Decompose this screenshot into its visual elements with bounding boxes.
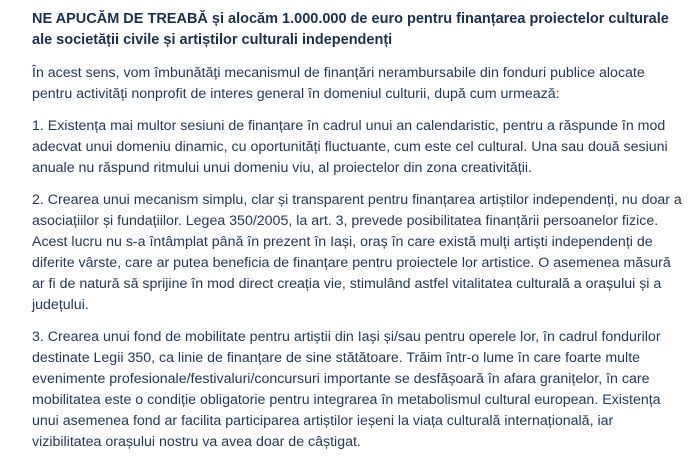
article-content — [32, 9, 682, 464]
article-heading — [32, 9, 682, 51]
heading-emphasis: NE APUCĂM DE TREABĂ — [32, 11, 208, 27]
heading-text: și alocăm 1.000.000 de euro pentru finanțarea proiectelor culturale ale societății civile și artiștilor culturali independenți — [32, 11, 669, 48]
intro-paragraph: În acest sens, vom îmbunătăți mecanismul de finanțări nerambursabile din fonduri publice alocate pentru activități nonprofit de interes general în domeniul culturii, după cum urmează: — [32, 65, 645, 102]
point-2-paragraph: 2. Crearea unui mecanism simplu, clar și transparent pentru finanțarea artiștilor independenți, nu doar a asociațiilor și fundațiilor. Legea 350/2005, la art. 3, prevede posibilitatea finanțării persoanelor fizice. Acest lucru nu s-a întâmplat până în prezent în Iași, oraș în care există mulți artiști independenți de diferite vârste, care ar putea beneficia de finanțare pentru proiectele lor artistice. O asemenea măsură ar fi de natură să sprijine în mod direct creația vie, stimulând astfel vitalitatea culturală a orașului și a județului. — [32, 192, 682, 313]
point-3-paragraph: 3. Crearea unui fond de mobilitate pentru artiștii din Iași și/sau pentru operele lor, în cadrul fondurilor destinate Legii 350, ca linie de finanțare de sine stătătoare. Trăim într-o lume în care foarte multe evenimente profesionale/festivaluri/concursuri importante se desfășoară în afara granițelor, în care mobilitatea este o condiție obligatorie pentru integrarea în metabolismul cultural european. Existența unui asemenea fond ar facilita participarea artiștilor ieșeni la viața culturală internațională, iar vizibilitatea orașului nostru va avea doar de câștigat. — [32, 329, 661, 450]
point-1-paragraph: 1. Existența mai multor sesiuni de finanțare în cadrul unui an calendaristic, pentru a răspunde în mod adecvat unui domeniu dinamic, cu oportunități fluctuante, cum este cel cultural. Una sau două sesiuni anuale nu răspund ritmului unui domeniu viu, al proiectelor din zona creativității. — [32, 118, 668, 176]
